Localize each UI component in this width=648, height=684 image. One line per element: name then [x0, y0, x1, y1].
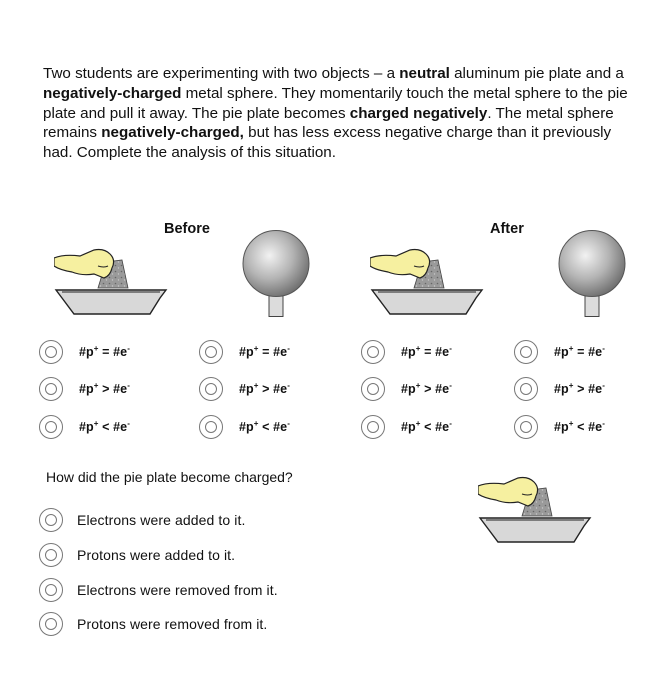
- answer-option-4[interactable]: [39, 611, 267, 637]
- option-label: #p+ < #e-: [239, 419, 290, 435]
- answer-label: Electrons were added to it.: [77, 512, 246, 528]
- before-sphere-option-1[interactable]: [199, 339, 290, 365]
- radio-inner-ring: [520, 346, 532, 358]
- after-sphere-option-3[interactable]: [514, 414, 605, 440]
- radio-inner-ring: [205, 383, 217, 395]
- option-label: #p+ = #e-: [79, 344, 130, 360]
- option-label: #p+ > #e-: [239, 381, 290, 397]
- radio-inner-ring: [45, 383, 57, 395]
- radio-button[interactable]: [39, 612, 63, 636]
- keyword-charged-negatively: charged negatively: [349, 104, 488, 122]
- radio-inner-ring: [45, 346, 57, 358]
- radio-button[interactable]: [39, 508, 63, 532]
- before-sphere-option-3[interactable]: [199, 414, 290, 440]
- radio-button[interactable]: [39, 543, 63, 567]
- radio-button[interactable]: [361, 340, 385, 364]
- option-label: #p+ > #e-: [79, 381, 130, 397]
- radio-button[interactable]: [514, 340, 538, 364]
- radio-button[interactable]: [39, 578, 63, 602]
- radio-button[interactable]: [514, 415, 538, 439]
- before-plate-option-1[interactable]: [39, 339, 130, 365]
- intro-text: Two students are experimenting with two objects – a neutral aluminum pie plate and a negatively-charged metal sphere. They momentarily touch the metal sphere to the pie plate and pull it away. The pie plate becomes charged negatively. The metal sphere remains negatively-charged, but has less excess negative charge than it previously had. Complete the analysis of this situation.: [43, 65, 628, 162]
- radio-inner-ring: [45, 514, 57, 526]
- option-label: #p+ = #e-: [554, 344, 605, 360]
- before-label: Before: [164, 221, 210, 237]
- option-label: #p+ = #e-: [239, 344, 290, 360]
- after-plate-option-2[interactable]: [361, 376, 452, 402]
- radio-button[interactable]: [361, 415, 385, 439]
- radio-button[interactable]: [39, 340, 63, 364]
- after-plate-option-1[interactable]: [361, 339, 452, 365]
- keyword-negatively-charged-2: negatively-charged,: [101, 124, 244, 142]
- radio-inner-ring: [205, 346, 217, 358]
- after-sphere-option-2[interactable]: [514, 376, 605, 402]
- radio-inner-ring: [367, 346, 379, 358]
- keyword-negatively-charged: negatively-charged: [43, 84, 182, 102]
- radio-inner-ring: [45, 584, 57, 596]
- radio-inner-ring: [45, 421, 57, 433]
- option-label: #p+ < #e-: [401, 419, 452, 435]
- before-plate-hand-image: [54, 240, 168, 320]
- radio-button[interactable]: [361, 377, 385, 401]
- before-sphere-image: [241, 226, 311, 321]
- before-plate-option-3[interactable]: [39, 414, 130, 440]
- question-plate-hand-image: [478, 468, 592, 548]
- before-plate-option-2[interactable]: [39, 376, 130, 402]
- before-sphere-option-2[interactable]: [199, 376, 290, 402]
- keyword-neutral: neutral: [399, 65, 450, 82]
- option-label: #p+ < #e-: [79, 419, 130, 435]
- radio-inner-ring: [367, 421, 379, 433]
- radio-inner-ring: [45, 618, 57, 630]
- after-plate-hand-image: [370, 240, 484, 320]
- radio-button[interactable]: [199, 377, 223, 401]
- after-sphere-option-1[interactable]: [514, 339, 605, 365]
- answer-label: Protons were added to it.: [77, 547, 236, 563]
- radio-button[interactable]: [514, 377, 538, 401]
- radio-inner-ring: [520, 383, 532, 395]
- answer-label: Protons were removed from it.: [77, 616, 268, 632]
- radio-button[interactable]: [39, 377, 63, 401]
- answer-option-2[interactable]: [39, 542, 235, 568]
- option-label: #p+ < #e-: [554, 419, 605, 435]
- radio-button[interactable]: [199, 340, 223, 364]
- option-label: #p+ > #e-: [554, 381, 605, 397]
- answer-option-3[interactable]: [39, 577, 278, 603]
- radio-inner-ring: [205, 421, 217, 433]
- radio-inner-ring: [45, 549, 57, 561]
- answer-label: Electrons were removed from it.: [77, 582, 278, 598]
- option-label: #p+ > #e-: [401, 381, 452, 397]
- option-label: #p+ = #e-: [401, 344, 452, 360]
- question-text: How did the pie plate become charged?: [46, 469, 293, 485]
- radio-inner-ring: [367, 383, 379, 395]
- radio-inner-ring: [520, 421, 532, 433]
- after-sphere-image: [557, 226, 627, 321]
- after-plate-option-3[interactable]: [361, 414, 452, 440]
- radio-button[interactable]: [39, 415, 63, 439]
- after-label: After: [490, 221, 524, 237]
- answer-option-1[interactable]: [39, 507, 245, 533]
- radio-button[interactable]: [199, 415, 223, 439]
